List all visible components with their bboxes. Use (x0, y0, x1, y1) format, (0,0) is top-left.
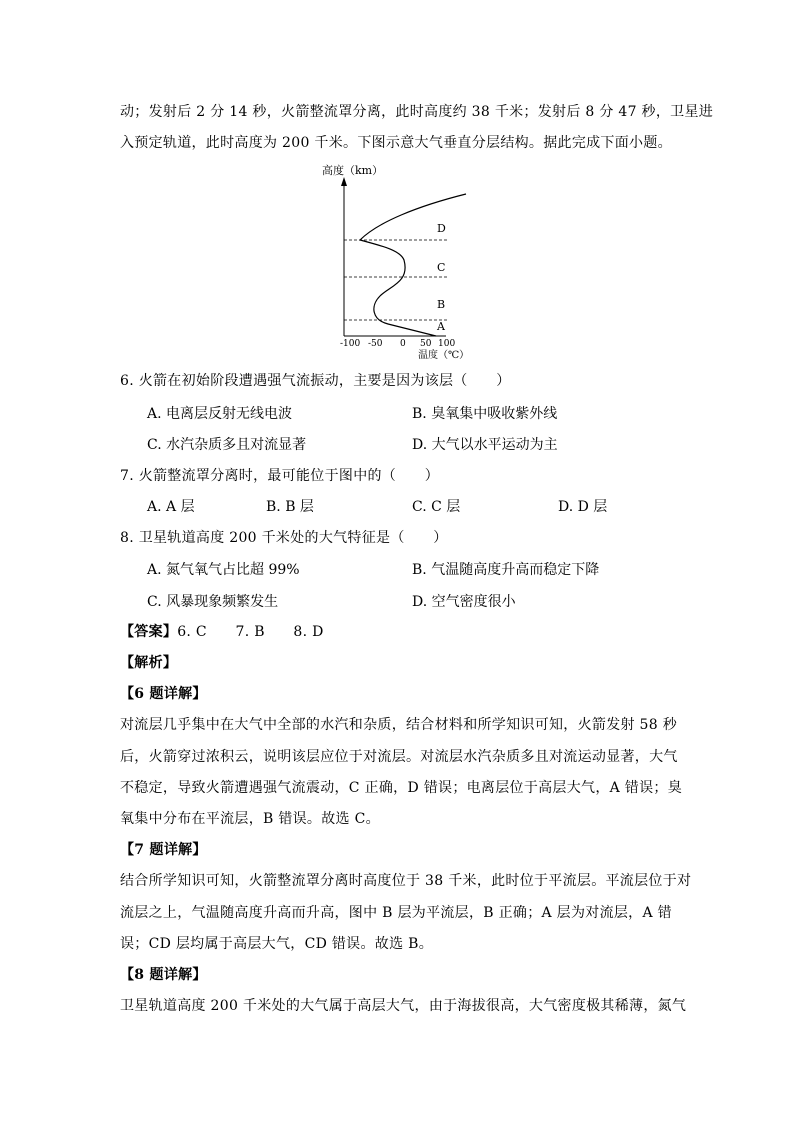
question-6-option-c: C. 水汽杂质多且对流显著 (147, 437, 307, 453)
analysis-label: 【解析】 (120, 655, 178, 671)
detail-6-line-2: 后，火箭穿过浓积云，说明该层应位于对流层。对流层水汽杂质多且对流运动显著，大气 (120, 749, 678, 765)
x-tick: 0 (400, 339, 406, 349)
y-axis-arrow (341, 177, 347, 186)
detail-7-title: 【7 题详解】 (120, 842, 207, 858)
x-axis-label: 温度（℃） (418, 350, 470, 361)
detail-8-line-1: 卫星轨道高度 200 千米处的大气属于高层大气，由于海拔很高，大气密度极其稀薄，氮气 (120, 998, 687, 1014)
layer-label-a: A (437, 320, 445, 333)
detail-6-line-3: 不稳定，导致火箭遭遇强气流震动，C 正确，D 错误；电离层位于高层大气，A 错误；臭 (120, 780, 682, 796)
x-tick: 100 (438, 339, 456, 349)
y-axis-label: 高度（km） (322, 164, 384, 177)
intro-line-2: 入预定轨道，此时高度为 200 千米。下图示意大气垂直分层结构。据此完成下面小题。 (120, 135, 672, 151)
layer-label-c: C (437, 261, 446, 274)
answer-values: 6. C 7. B 8. D (177, 624, 324, 640)
detail-7-line-2: 流层之上，气温随高度升高而升高，图中 B 层为平流层，B 正确；A 层为对流层，A 错 (120, 905, 672, 921)
question-7-option-d: D. D 层 (558, 499, 608, 515)
intro-line-1: 动；发射后 2 分 14 秒，火箭整流罩分离，此时高度约 38 千米；发射后 8 分 47 秒，卫星进 (120, 104, 714, 120)
question-6-option-b: B. 臭氧集中吸收紫外线 (412, 406, 558, 422)
detail-6-line-1: 对流层几乎集中在大气中全部的水汽和杂质，结合材料和所学知识可知，火箭发射 58 秒 (120, 717, 678, 733)
question-7-option-a: A. A 层 (147, 499, 195, 515)
question-6-stem: 6. 火箭在初始阶段遭遇强气流振动，主要是因为该层（ ） (120, 373, 511, 389)
question-7-option-b: B. B 层 (266, 499, 314, 515)
temperature-curve (360, 194, 466, 336)
question-8-stem: 8. 卫星轨道高度 200 千米处的大气特征是（ ） (120, 530, 448, 546)
layer-label-d: D (437, 222, 446, 235)
question-6-option-d: D. 大气以水平运动为主 (412, 437, 558, 453)
question-8-option-b: B. 气温随高度升高而稳定下降 (412, 562, 600, 578)
detail-8-title: 【8 题详解】 (120, 967, 207, 983)
x-tick: 50 (420, 339, 432, 349)
detail-6-title: 【6 题详解】 (120, 686, 207, 702)
question-7-option-c: C. C 层 (412, 499, 461, 515)
detail-7-line-1: 结合所学知识可知，火箭整流罩分离时高度位于 38 千米，此时位于平流层。平流层位于对 (120, 873, 692, 889)
layer-label-b: B (437, 298, 446, 311)
x-tick: -50 (368, 339, 383, 349)
detail-6-line-4: 氧集中分布在平流层，B 错误。故选 C。 (120, 811, 380, 827)
detail-7-line-3: 误；CD 层均属于高层大气，CD 错误。故选 B。 (120, 936, 434, 952)
answer-row (120, 623, 324, 641)
question-8-option-d: D. 空气密度很小 (412, 594, 516, 610)
atmosphere-structure-figure (318, 158, 488, 363)
question-7-stem: 7. 火箭整流罩分离时，最可能位于图中的（ ） (120, 468, 440, 484)
question-8-option-a: A. 氮气氧气占比超 99% (147, 562, 300, 578)
question-6-option-a: A. 电离层反射无线电波 (147, 406, 293, 422)
answer-label: 【答案】 (120, 624, 178, 640)
question-8-option-c: C. 风暴现象频繁发生 (147, 594, 279, 610)
x-tick: -100 (340, 339, 361, 349)
